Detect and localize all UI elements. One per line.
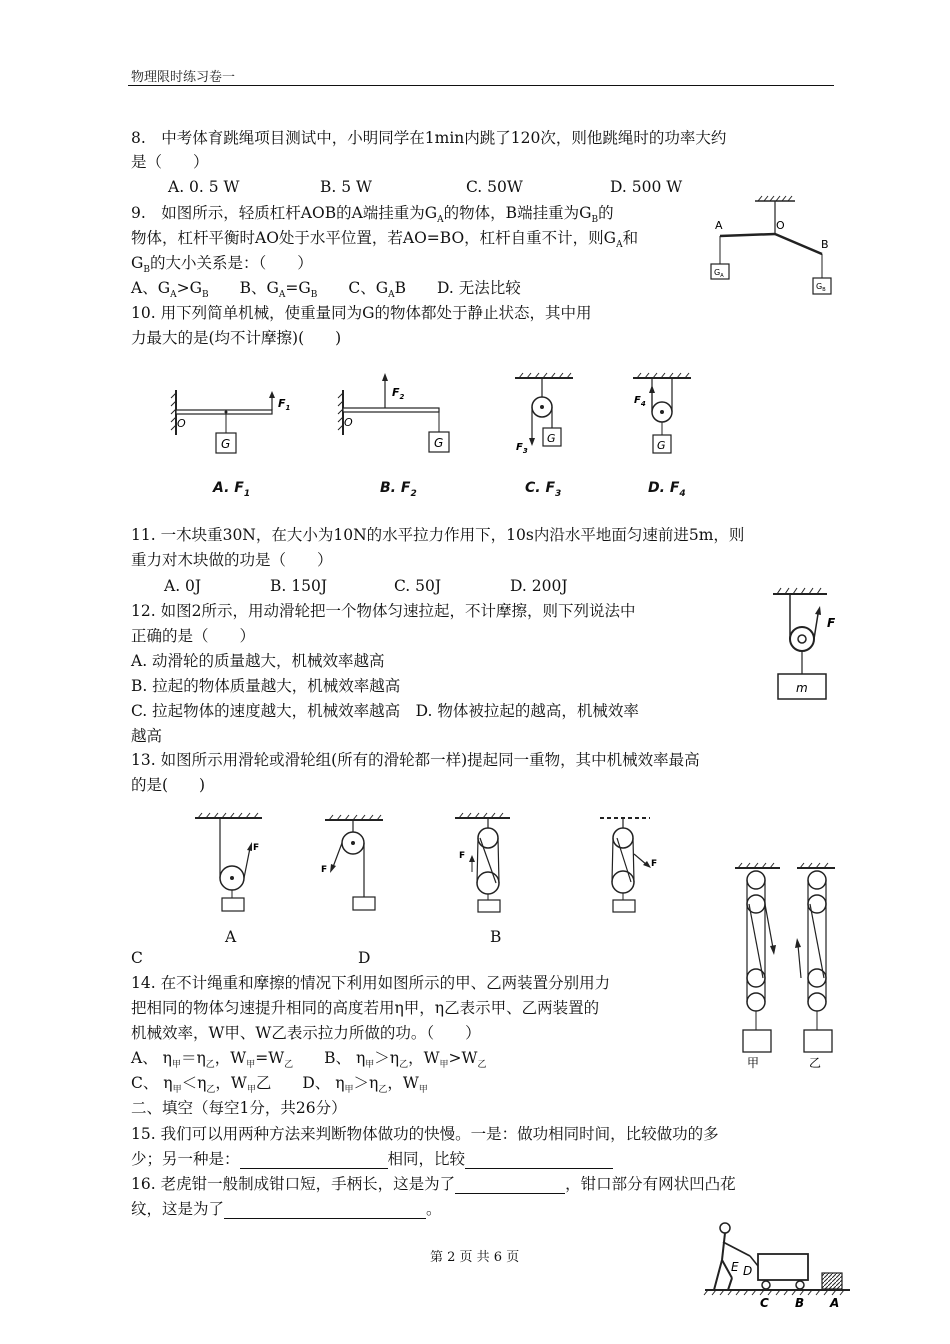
q16-blank-2[interactable] bbox=[224, 1202, 426, 1219]
q13-line1: 13. 如图所示用滑轮或滑轮组(所有的滑轮都一样)提起同一重物，其中机械效率最高 bbox=[131, 751, 700, 769]
q11-option-c: C. 50J bbox=[394, 577, 442, 595]
q11-option-d: D. 200J bbox=[510, 577, 568, 595]
q13-label-d: D bbox=[358, 949, 371, 967]
q10-line2: 力最大的是(均不计摩擦)( ) bbox=[131, 329, 342, 347]
q15-blank-1[interactable] bbox=[240, 1152, 388, 1169]
q13-label-c: C bbox=[131, 949, 143, 967]
q13-figure-b bbox=[315, 815, 390, 915]
q9-line1: 9. 如图所示，轻质杠杆AOB的A端挂重为$G_A$的物体，B端挂重为$G_B$的 bbox=[131, 204, 614, 226]
svg-text:F2: $F_2$ bbox=[392, 386, 405, 401]
q9-line3: $G_B$的大小关系是：（ ） bbox=[131, 254, 313, 276]
bottom-cart-figure bbox=[700, 1218, 860, 1340]
fig-label-d: D bbox=[743, 1264, 753, 1278]
q14-pulley-figure bbox=[725, 860, 845, 1070]
q9-options: A、$G_A>G_B$ B、$G_A=G_B$ C、$G_AB$ D. 无法比较 bbox=[131, 279, 521, 301]
q13-figure-c bbox=[450, 810, 520, 915]
svg-text:G: G bbox=[434, 436, 444, 450]
q10-label-b: B. $F_2$ bbox=[380, 480, 417, 499]
page-header: 物理限时练习卷一 bbox=[131, 70, 236, 85]
section-2-title: 二、填空（每空1分，共26分） bbox=[131, 1099, 347, 1117]
q12-option-c2: 越高 bbox=[131, 727, 163, 745]
q10-label-d: D. $F_4$ bbox=[648, 480, 686, 499]
q16-blank-1[interactable] bbox=[455, 1177, 565, 1194]
svg-text:O: O bbox=[344, 416, 353, 429]
q10-figure-b bbox=[335, 370, 465, 490]
q16-line1: 16. 老虎钳一般制成钳口短，手柄长，这是为了 ，钳口部分有网状凹凸花 bbox=[131, 1175, 736, 1193]
fig-label-b: B bbox=[795, 1296, 805, 1310]
q11-line1: 11. 一木块重30N，在大小为10N的水平拉力作用下，10s内沿水平地面匀速前进5m，则 bbox=[131, 526, 745, 544]
q13-line2: 的是( ) bbox=[131, 776, 206, 794]
q14-line2: 把相同的物体匀速提升相同的高度若用η甲，η乙表示甲、乙两装置的 bbox=[131, 999, 600, 1017]
q9-lever-figure bbox=[700, 196, 840, 300]
q9-label-b: B bbox=[821, 238, 829, 251]
q12-option-b: B. 拉起的物体质量越大，机械效率越高 bbox=[131, 677, 401, 695]
svg-text:F4: $F_4$ bbox=[634, 395, 646, 408]
q14-label-yi: 乙 bbox=[809, 1056, 822, 1070]
header-rule bbox=[128, 85, 834, 86]
svg-text:F: F bbox=[459, 851, 466, 861]
fig-label-a: A bbox=[830, 1296, 840, 1310]
svg-text:F: F bbox=[321, 865, 328, 875]
q8-option-a: A. 0. 5 W bbox=[168, 178, 240, 196]
q15-line1: 15. 我们可以用两种方法来判断物体做功的快慢。一是：做功相同时间，比较做功的多 bbox=[131, 1125, 719, 1143]
svg-text:m: m bbox=[796, 681, 808, 695]
q16-line2: 纹，这是为了 。 bbox=[131, 1200, 442, 1218]
svg-text:F: F bbox=[651, 859, 658, 869]
q9-label-a: A bbox=[715, 219, 723, 232]
q9-label-gb: $G_B$ bbox=[816, 282, 826, 293]
svg-text:F: F bbox=[253, 843, 260, 853]
svg-text:O: O bbox=[177, 417, 186, 430]
q15-blank-2[interactable] bbox=[465, 1152, 613, 1169]
fig-label-e: E bbox=[731, 1260, 739, 1274]
fig-label-c: C bbox=[760, 1296, 769, 1310]
q13-label-b: B bbox=[490, 928, 502, 946]
q10-label-c: C. $F_3$ bbox=[525, 480, 562, 499]
q12-option-a: A. 动滑轮的质量越大，机械效率越高 bbox=[131, 652, 385, 670]
q15-line2: 少；另一种是： 相同，比较 bbox=[131, 1149, 613, 1169]
q13-figure-d bbox=[595, 810, 665, 915]
svg-text:F1: $F_1$ bbox=[278, 397, 291, 412]
q10-figure-d bbox=[625, 370, 705, 470]
q13-figure-a bbox=[190, 810, 280, 915]
q11-option-a: A. 0J bbox=[164, 577, 202, 595]
q10-line1: 10. 用下列简单机械，使重量同为G的物体都处于静止状态，其中用 bbox=[131, 304, 592, 322]
page-footer: 第 2 页 共 6 页 bbox=[430, 1250, 520, 1265]
q14-options-cd: C、 $\eta_甲<\eta_乙$，$W_甲$乙 D、 $\eta_甲>\eta_乙$，$W_甲$ bbox=[131, 1074, 428, 1096]
q10-figure-a bbox=[168, 385, 298, 495]
q12-line1: 12. 如图2所示，用动滑轮把一个物体匀速拉起，不计摩擦，则下列说法中 bbox=[131, 602, 636, 620]
q8-option-b: B. 5 W bbox=[320, 178, 372, 196]
q14-line1: 14. 在不计绳重和摩擦的情况下利用如图所示的甲、乙两装置分别用力 bbox=[131, 974, 611, 992]
q9-line2: 物体，杠杆平衡时AO处于水平位置，若AO=BO，杠杆自重不计，则$G_A$和 bbox=[131, 229, 639, 251]
q8-option-d: D. 500 W bbox=[610, 178, 683, 196]
q8-option-c: C. 50W bbox=[466, 178, 523, 196]
q14-options-ab: A、 $\eta_甲=\eta_乙$，$W_甲=W_乙$ B、 $\eta_甲>\eta_乙$，$W_甲>W_乙$ bbox=[131, 1049, 487, 1071]
q14-label-jia: 甲 bbox=[747, 1056, 760, 1070]
q12-pulley-figure bbox=[765, 586, 845, 706]
q12-line2: 正确的是（ ） bbox=[131, 627, 256, 645]
q8-line1: 8. 中考体育跳绳项目测试中，小明同学在1min内跳了120次，则他跳绳时的功率大约 bbox=[131, 129, 727, 147]
q14-line3: 机械效率，W甲、W乙表示拉力所做的功。（ ） bbox=[131, 1024, 481, 1042]
q9-label-ga: $G_A$ bbox=[714, 268, 724, 279]
q9-label-o: O bbox=[776, 219, 785, 232]
q11-option-b: B. 150J bbox=[270, 577, 328, 595]
svg-text:G: G bbox=[657, 439, 666, 452]
svg-text:F3: $F_3$ bbox=[516, 442, 528, 455]
q10-figure-c bbox=[505, 370, 585, 470]
q12-option-c: C. 拉起物体的速度越大，机械效率越高 D. 物体被拉起的越高，机械效率 bbox=[131, 702, 639, 720]
q11-line2: 重力对木块做的功是（ ） bbox=[131, 551, 333, 569]
svg-text:G: G bbox=[221, 437, 231, 451]
svg-text:F: F bbox=[827, 616, 836, 630]
q13-label-a: A bbox=[225, 928, 237, 946]
q8-line2: 是（ ） bbox=[131, 153, 209, 171]
svg-text:G: G bbox=[547, 432, 556, 445]
q10-label-a: A. $F_1$ bbox=[213, 480, 251, 499]
